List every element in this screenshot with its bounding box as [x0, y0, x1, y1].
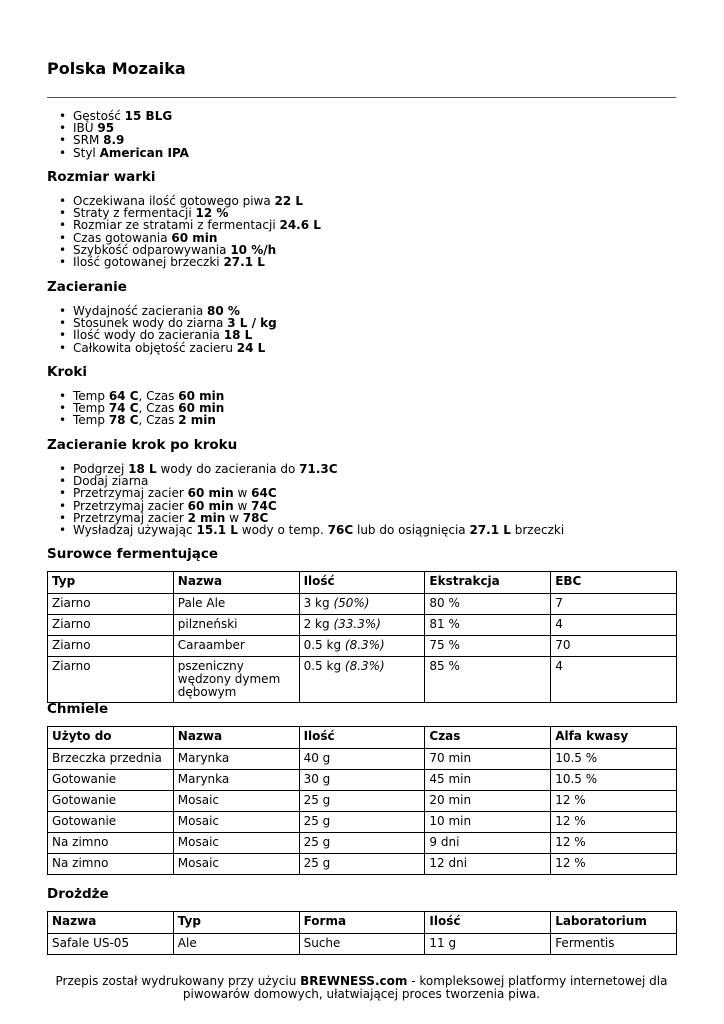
table-row — [48, 770, 677, 791]
list-item: • Przetrzymaj zacier 60 min w 74C — [59, 500, 564, 512]
table-cell: 45 min — [425, 770, 551, 791]
table-cell: 80 % — [425, 594, 551, 615]
section-heading-steps: Kroki — [47, 364, 87, 380]
list-item: • IBU 95 — [59, 122, 189, 134]
table-cell: 81 % — [425, 615, 551, 636]
table-cell: Ale — [173, 934, 299, 955]
table-cell: 3 kg (50%) — [299, 594, 425, 615]
table-cell: 10.5 % — [551, 749, 677, 770]
list-item: • Ilość gotowanej brzeczki 27.1 L — [59, 256, 321, 268]
recipe-title: Polska Mozaika — [47, 59, 186, 78]
column-header: Czas — [425, 727, 551, 749]
table-cell: 12 % — [551, 812, 677, 833]
table-cell: Mosaic — [173, 854, 299, 875]
column-header: Nazwa — [173, 727, 299, 749]
table-cell: 70 — [551, 636, 677, 657]
table-cell: 4 — [551, 615, 677, 636]
table-cell: 85 % — [425, 657, 551, 703]
table-cell: 12 % — [551, 833, 677, 854]
section-heading-mash-steps: Zacieranie krok po kroku — [47, 437, 238, 453]
list-item: • Stosunek wody do ziarna 3 L / kg — [59, 317, 277, 329]
column-header: Alfa kwasy — [551, 727, 677, 749]
mash-list — [59, 305, 277, 354]
table-cell: 12 % — [551, 791, 677, 812]
table-cell: 25 g — [299, 812, 425, 833]
table-cell: Caraamber — [173, 636, 299, 657]
table-cell: 75 % — [425, 636, 551, 657]
batch-list — [59, 195, 321, 268]
table-row — [48, 636, 677, 657]
table-cell: pszeniczny wędzony dymem dębowym — [173, 657, 299, 703]
section-heading-fermentables: Surowce fermentujące — [47, 546, 219, 562]
table-cell: Mosaic — [173, 791, 299, 812]
title-divider — [47, 97, 676, 98]
column-header: Nazwa — [48, 912, 174, 934]
list-item: • Dodaj ziarna — [59, 475, 564, 487]
table-row — [48, 615, 677, 636]
list-item: • Ilość wody do zacierania 18 L — [59, 329, 277, 341]
hops-table — [47, 726, 677, 875]
column-header: Typ — [48, 572, 174, 594]
table-cell: Gotowanie — [48, 812, 174, 833]
table-cell: 2 kg (33.3%) — [299, 615, 425, 636]
print-footer: Przepis został wydrukowany przy użyciu BREWNESS.com - kompleksowej platformy internetowej dla piwowarów domowych, ułatwiającej proces tworzenia piwa. — [55, 974, 668, 1001]
table-cell: Ziarno — [48, 636, 174, 657]
section-heading-batch: Rozmiar warki — [47, 169, 156, 185]
column-header: Forma — [299, 912, 425, 934]
section-heading-yeast: Drożdże — [47, 886, 109, 902]
table-cell: Mosaic — [173, 833, 299, 854]
table-row — [48, 791, 677, 812]
brand-name: BREWNESS.com — [300, 974, 408, 988]
table-cell: 0.5 kg (8.3%) — [299, 636, 425, 657]
column-header: Laboratorium — [551, 912, 677, 934]
table-row — [48, 812, 677, 833]
list-item: • Styl American IPA — [59, 147, 189, 159]
table-row — [48, 594, 677, 615]
yeast-table — [47, 911, 677, 955]
list-item: • Przetrzymaj zacier 60 min w 64C — [59, 487, 564, 499]
table-cell: Na zimno — [48, 854, 174, 875]
list-item: • Szybkość odparowywania 10 %/h — [59, 244, 321, 256]
table-row — [48, 749, 677, 770]
column-header: Ilość — [425, 912, 551, 934]
table-cell: Gotowanie — [48, 791, 174, 812]
table-cell: Safale US-05 — [48, 934, 174, 955]
table-cell: Na zimno — [48, 833, 174, 854]
list-item: • Wydajność zacierania 80 % — [59, 305, 277, 317]
column-header: Typ — [173, 912, 299, 934]
table-cell: 20 min — [425, 791, 551, 812]
table-cell: 30 g — [299, 770, 425, 791]
list-item: • Straty z fermentacji 12 % — [59, 207, 321, 219]
table-cell: Brzeczka przednia — [48, 749, 174, 770]
table-cell: Ziarno — [48, 615, 174, 636]
list-item: • Oczekiwana ilość gotowego piwa 22 L — [59, 195, 321, 207]
table-cell: Pale Ale — [173, 594, 299, 615]
list-item: • SRM 8.9 — [59, 134, 189, 146]
table-row — [48, 934, 677, 955]
table-cell: 12 dni — [425, 854, 551, 875]
table-row — [48, 833, 677, 854]
table-cell: 40 g — [299, 749, 425, 770]
table-cell: 25 g — [299, 791, 425, 812]
table-cell: 11 g — [425, 934, 551, 955]
table-cell: Fermentis — [551, 934, 677, 955]
table-cell: 10.5 % — [551, 770, 677, 791]
list-item: • Temp 74 C, Czas 60 min — [59, 402, 224, 414]
list-item: • Temp 78 C, Czas 2 min — [59, 414, 224, 426]
column-header: Ilość — [299, 572, 425, 594]
column-header: EBC — [551, 572, 677, 594]
table-cell: 7 — [551, 594, 677, 615]
steps-list — [59, 390, 224, 427]
table-cell: Ziarno — [48, 657, 174, 703]
section-heading-mash: Zacieranie — [47, 279, 127, 295]
list-item: • Temp 64 C, Czas 60 min — [59, 390, 224, 402]
list-item: • Gęstość 15 BLG — [59, 110, 189, 122]
list-item: • Podgrzej 18 L wody do zacierania do 71.3C — [59, 463, 564, 475]
column-header: Ekstrakcja — [425, 572, 551, 594]
table-cell: 9 dni — [425, 833, 551, 854]
table-cell: 12 % — [551, 854, 677, 875]
stats-list — [59, 110, 189, 159]
table-cell: Marynka — [173, 749, 299, 770]
column-header: Użyto do — [48, 727, 174, 749]
fermentables-table — [47, 571, 677, 703]
column-header: Nazwa — [173, 572, 299, 594]
table-header-row — [48, 727, 677, 749]
table-row — [48, 657, 677, 703]
table-cell: Mosaic — [173, 812, 299, 833]
list-item: • Wysładzaj używając 15.1 L wody o temp. 76C lub do osiągnięcia 27.1 L brzeczki — [59, 524, 564, 536]
table-cell: 0.5 kg (8.3%) — [299, 657, 425, 703]
table-cell: 10 min — [425, 812, 551, 833]
table-cell: pilzneński — [173, 615, 299, 636]
column-header: Ilość — [299, 727, 425, 749]
list-item: • Całkowita objętość zacieru 24 L — [59, 342, 277, 354]
table-cell: Suche — [299, 934, 425, 955]
table-cell: Gotowanie — [48, 770, 174, 791]
table-cell: Ziarno — [48, 594, 174, 615]
section-heading-hops: Chmiele — [47, 701, 109, 717]
table-header-row — [48, 572, 677, 594]
table-cell: 70 min — [425, 749, 551, 770]
table-cell: 25 g — [299, 854, 425, 875]
table-cell: 25 g — [299, 833, 425, 854]
list-item: • Czas gotowania 60 min — [59, 232, 321, 244]
table-header-row — [48, 912, 677, 934]
table-cell: 4 — [551, 657, 677, 703]
table-row — [48, 854, 677, 875]
list-item: • Rozmiar ze stratami z fermentacji 24.6 L — [59, 219, 321, 231]
mash-steps-list — [59, 463, 564, 536]
list-item: • Przetrzymaj zacier 2 min w 78C — [59, 512, 564, 524]
table-cell: Marynka — [173, 770, 299, 791]
